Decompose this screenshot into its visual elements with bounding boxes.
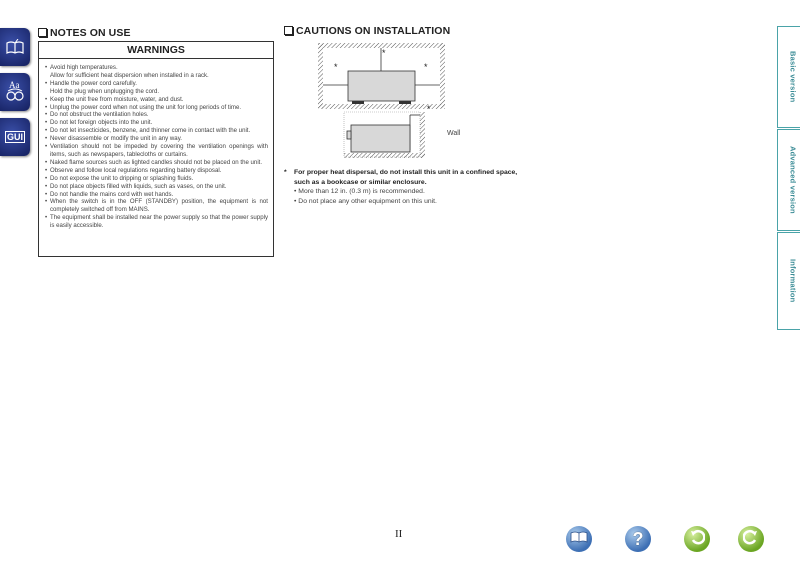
warning-text: • Never disassemble or modify the unit in any way. xyxy=(50,135,182,143)
note-bullets xyxy=(284,187,524,206)
warning-item xyxy=(45,64,268,80)
help-button[interactable] xyxy=(625,526,651,552)
cautions-heading: CAUTIONS ON INSTALLATION xyxy=(284,25,450,37)
warning-text: • Handle the power cord carefully. xyxy=(50,79,137,87)
left-tab-gui[interactable] xyxy=(0,118,30,156)
warning-item xyxy=(45,175,268,183)
back-arrow-icon xyxy=(689,529,705,550)
warnings-title: WARNINGS xyxy=(39,42,273,59)
warning-text: • Do not handle the mains cord with wet hands. xyxy=(50,190,174,198)
svg-text:Aa: Aa xyxy=(9,80,20,90)
back-button[interactable] xyxy=(684,526,710,552)
diagram-asterisk-top: * xyxy=(382,48,386,58)
warning-item xyxy=(45,111,268,119)
notes-heading: NOTES ON USE xyxy=(38,27,131,39)
warning-subtext: Allow for sufficient heat dispersion when installed in a rack. xyxy=(50,71,209,79)
contents-button[interactable] xyxy=(566,526,592,552)
warning-item xyxy=(45,119,268,127)
warning-text: • The equipment shall be installed near the power supply so that the power supply is easily accessible. xyxy=(50,214,268,230)
forward-arrow-icon xyxy=(743,529,759,550)
warning-text: • Unplug the power cord when not using the unit for long periods of time. xyxy=(50,103,242,111)
book-icon xyxy=(570,530,588,548)
warning-text: • Naked flame sources such as lighted candles should not be placed on the unit. xyxy=(50,158,263,166)
installation-diagram xyxy=(318,40,461,160)
diagram-asterisk-left: * xyxy=(334,62,338,72)
warning-item xyxy=(45,104,268,112)
font-speaker-icon xyxy=(5,79,25,105)
warning-text: • When the switch is in the OFF (STANDBY) position, the equipment is not completely switched off from MAINS. xyxy=(50,198,268,214)
warning-subtext: Hold the plug when unplugging the cord. xyxy=(50,87,160,95)
warnings-list xyxy=(39,59,273,230)
forward-button[interactable] xyxy=(738,526,764,552)
warning-item xyxy=(45,135,268,143)
warning-text: • Do not let insecticides, benzene, and thinner come in contact with the unit. xyxy=(50,127,251,135)
warning-item xyxy=(45,191,268,199)
warning-item xyxy=(45,183,268,191)
warning-text: • Avoid high temperatures. xyxy=(50,64,118,71)
warning-text: • Do not obstruct the ventilation holes. xyxy=(50,111,149,119)
warning-text: • Do not expose the unit to dripping or splashing fluids. xyxy=(50,174,194,182)
wall-label: Wall xyxy=(447,130,461,137)
note-bullet: • Do not place any other equipment on this unit. xyxy=(294,197,524,207)
note-bullet: • More than 12 in. (0.3 m) is recommended. xyxy=(294,187,524,197)
warning-item xyxy=(45,80,268,96)
warning-text: • Do not place objects filled with liquids, such as vases, on the unit. xyxy=(50,182,227,190)
question-icon: ? xyxy=(632,528,644,549)
warning-item xyxy=(45,96,268,104)
diagram-asterisk-side: * xyxy=(427,104,431,114)
tab-basic-version[interactable]: Basic version xyxy=(777,26,800,128)
left-tab-contents[interactable] xyxy=(0,28,30,66)
warning-text: • Observe and follow local regulations regarding battery disposal. xyxy=(50,166,222,174)
checkbox-bullet-icon xyxy=(284,26,293,35)
warning-text: • Do not let foreign objects into the unit. xyxy=(50,119,153,127)
tab-information[interactable]: Information xyxy=(777,232,800,330)
warning-item xyxy=(45,214,268,230)
diagram-asterisk-right: * xyxy=(424,62,428,72)
note-bold-text: For proper heat dispersal, do not install this unit in a confined space, such as a bookcase or similar enclosure. xyxy=(294,169,518,186)
warning-item xyxy=(45,143,268,159)
warning-item xyxy=(45,159,268,167)
gui-icon: GUI xyxy=(6,132,23,142)
page-number: II xyxy=(395,528,403,540)
warning-text: • Ventilation should not be impeded by covering the ventilation openings with items, such as newspapers, tablecloths or curtains. xyxy=(50,143,268,158)
installation-note: * For proper heat dispersal, do not install this unit in a confined space, such as a bookcase or similar enclosure. • More than 12 in. (0.3 m) is recommended. • Do not place any other equipment on this unit. xyxy=(284,168,524,206)
tab-advanced-version[interactable]: Advanced version xyxy=(777,129,800,231)
book-icon xyxy=(5,39,25,55)
warning-item xyxy=(45,167,268,175)
warning-item xyxy=(45,198,268,214)
warning-text: • Keep the unit free from moisture, water, and dust. xyxy=(50,95,184,103)
warning-item xyxy=(45,127,268,135)
warnings-box xyxy=(38,41,274,257)
checkbox-bullet-icon xyxy=(38,28,47,37)
left-tab-glossary[interactable] xyxy=(0,73,30,111)
